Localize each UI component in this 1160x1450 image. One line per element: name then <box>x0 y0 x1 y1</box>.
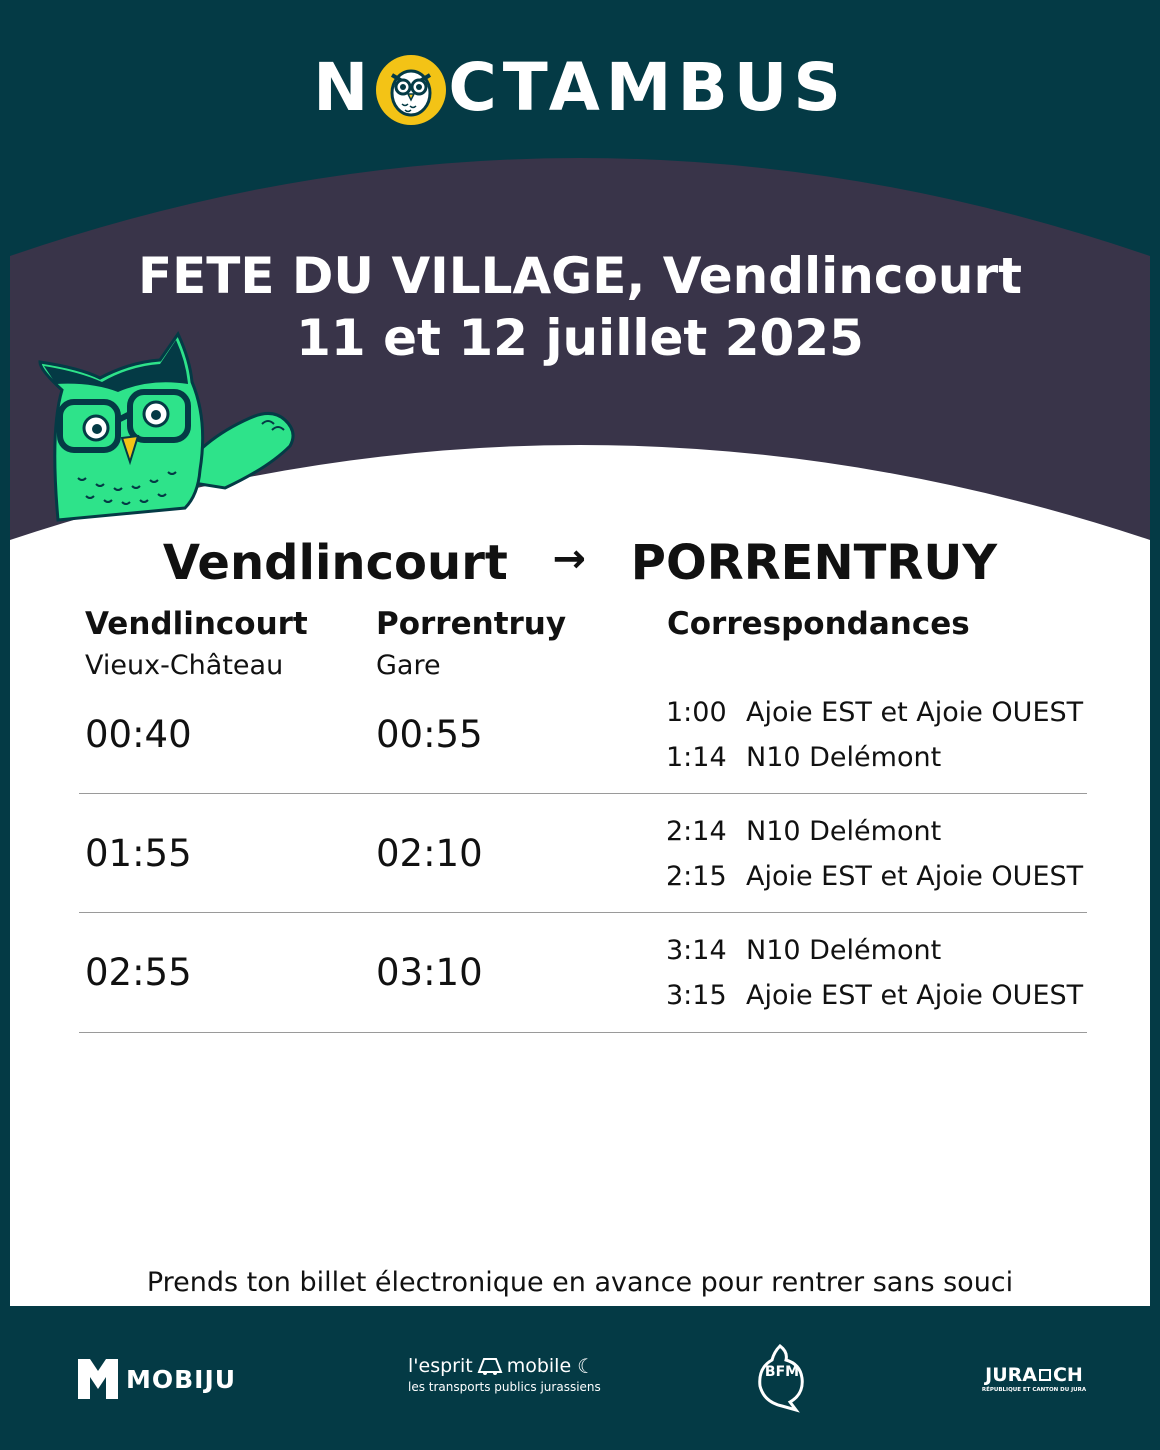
ch-text: CH <box>1052 1364 1083 1386</box>
departure-stop-label: Vieux-Château <box>85 650 284 681</box>
connection-time: 3:15 <box>666 980 727 1011</box>
noctambus-logo <box>0 49 1160 126</box>
connection-line: Ajoie EST et Ajoie OUEST <box>746 861 1084 892</box>
esprit-tagline: les transports publics jurassiens <box>408 1380 601 1394</box>
owl-icon <box>376 55 446 125</box>
row-3-departure-time: 02:55 <box>85 951 192 994</box>
arrival-column-header: Porrentruy <box>376 606 567 642</box>
row-1-arrival-time: 00:55 <box>376 713 483 756</box>
mobiju-text: MOBIJU <box>126 1364 237 1394</box>
connection-line: N10 Delémont <box>746 816 942 847</box>
logo-text-right: CTAMBUS <box>448 49 847 126</box>
connection-time: 1:00 <box>666 697 727 728</box>
esprit-mobile-logo <box>408 1354 608 1404</box>
row-3-arrival-time: 03:10 <box>376 951 483 994</box>
event-title <box>0 245 1160 369</box>
row-2-connection-1 <box>666 814 941 850</box>
row-1-connection-1 <box>666 695 1083 731</box>
jura-flag-icon <box>1039 1369 1051 1381</box>
jura-tagline: RÉPUBLIQUE ET CANTON DU JURA <box>981 1387 1087 1393</box>
bus-icon <box>476 1356 504 1376</box>
bfm-logo <box>752 1342 812 1414</box>
connection-time: 3:14 <box>666 935 727 966</box>
row-divider <box>79 1032 1087 1033</box>
ticket-reminder-text: Prends ton billet électronique en avance pour rentrer sans souci <box>146 1267 1014 1298</box>
arrival-stop-label: Gare <box>376 650 441 681</box>
bfm-text: BFM <box>764 1364 800 1380</box>
row-2-departure-time: 01:55 <box>85 832 192 875</box>
departure-column-header: Vendlincourt <box>85 606 308 642</box>
row-3-connection-1 <box>666 933 941 969</box>
logo-text-left: N <box>313 49 375 126</box>
connection-line: N10 Delémont <box>746 935 942 966</box>
event-title-line1: FETE DU VILLAGE, Vendlincourt <box>137 247 1023 305</box>
row-divider <box>79 793 1087 794</box>
esprit-text: l'esprit <box>408 1355 473 1377</box>
route-from: Vendlincourt <box>162 535 508 591</box>
mobiju-m-icon <box>78 1359 118 1399</box>
event-title-line2: 11 et 12 juillet 2025 <box>296 309 864 367</box>
moon-icon: ☾ <box>577 1354 596 1378</box>
row-2-connection-2 <box>666 859 1083 895</box>
row-1-departure-time: 00:40 <box>85 713 192 756</box>
connection-time: 2:14 <box>666 816 727 847</box>
connection-line: Ajoie EST et Ajoie OUEST <box>746 697 1084 728</box>
route-heading <box>0 530 1160 593</box>
jura-text: JURA <box>985 1364 1037 1386</box>
row-2-arrival-time: 02:10 <box>376 832 483 875</box>
connection-line: Ajoie EST et Ajoie OUEST <box>746 980 1084 1011</box>
mobiju-logo <box>78 1358 236 1400</box>
row-divider <box>79 912 1087 913</box>
mobile-text: mobile <box>506 1355 572 1377</box>
connection-time: 2:15 <box>666 861 727 892</box>
connection-time: 1:14 <box>666 742 727 773</box>
jura-ch-logo <box>978 1364 1090 1398</box>
connection-line: N10 Delémont <box>746 742 942 773</box>
arrow-right-icon: → <box>552 536 587 582</box>
row-1-connection-2 <box>666 740 941 776</box>
connections-column-header: Correspondances <box>667 606 970 642</box>
route-to: PORRENTRUY <box>630 535 998 591</box>
row-3-connection-2 <box>666 978 1083 1014</box>
